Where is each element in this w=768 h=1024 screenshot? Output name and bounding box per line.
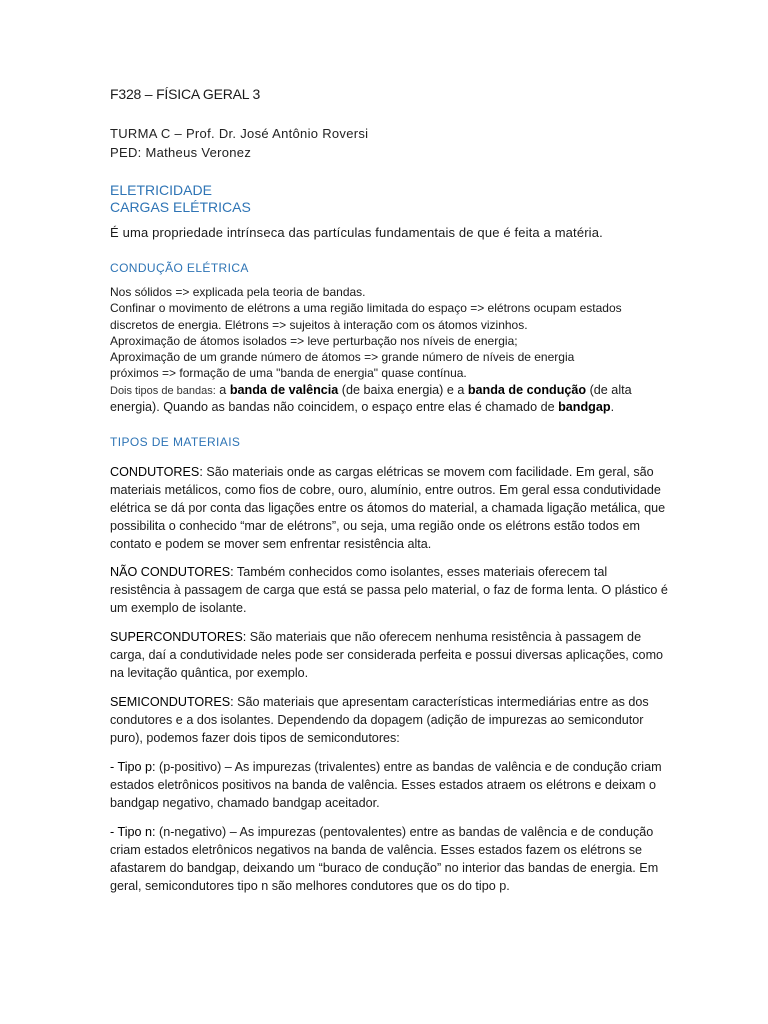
text-nao-condutores: Também conhecidos como isolantes, esses materiais oferecem tal resistência à passagem de carga que está se passa pelo material, o faz de forma lenta. O plástico é um exemplo de isolante. <box>110 565 668 616</box>
label-tipo-n: - Tipo n: <box>110 825 156 840</box>
course-title: F328 – FÍSICA GERAL 3 <box>110 86 261 102</box>
term-banda-conducao: banda de condução <box>467 382 587 397</box>
bands-text: energia). Quando as bandas não coincidem, o espaço entre elas é chamado de <box>110 400 559 415</box>
paragraph-tipo-n <box>110 823 670 895</box>
ped-line: PED: Matheus Veronez <box>110 145 252 160</box>
bands-line-2 <box>110 399 670 415</box>
text-tipo-p: (p-positivo) – As impurezas (trivalentes) entre as bandas de valência e de condução criam estados eletrônicos positivos na banda de valência. Esses estados atraem os elétrons e deixam o bandgap negativo, chamado bandgap aceitador. <box>110 760 662 811</box>
label-tipo-p: - Tipo p: <box>110 760 156 775</box>
section-title-eletricidade: ELETRICIDADE <box>110 182 212 198</box>
text-supercondutores: São materiais que não oferecem nenhuma resistência à passagem de carga, daí a condutividade neles pode ser considerada perfeita e possui diversas aplicações, como na levitação quântica, por exemplo. <box>110 630 664 681</box>
section-subtitle-cargas: CARGAS ELÉTRICAS <box>110 199 251 215</box>
term-bandgap: bandgap <box>558 400 611 415</box>
paragraph-supercondutores <box>110 628 670 682</box>
label-semicondutores: SEMICONDUTORES: <box>110 695 234 710</box>
label-condutores: CONDUTORES: <box>110 465 203 480</box>
paragraph-nao-condutores <box>110 563 670 617</box>
period: . <box>610 400 615 415</box>
bands-text: a <box>215 382 230 397</box>
heading-conducao-eletrica: CONDUÇÃO ELÉTRICA <box>110 261 249 275</box>
conducao-line: Nos sólidos => explicada pela teoria de bandas. <box>110 285 366 299</box>
conducao-line: Aproximação de um grande número de átomos => grande número de níveis de energia <box>110 350 575 365</box>
bands-line <box>110 382 670 399</box>
conducao-block <box>110 284 670 415</box>
class-line: TURMA C – Prof. Dr. José Antônio Roversi <box>110 126 369 141</box>
paragraph-tipo-p <box>110 758 670 812</box>
bands-text: (de alta <box>586 382 632 397</box>
conducao-line: Aproximação de átomos isolados => leve perturbação nos níveis de energia; <box>110 333 518 348</box>
text-tipo-n: (n-negativo) – As impurezas (pentovalentes) entre as bandas de valência e de condução criam estados eletrônicos negativos na banda de valência. Esses estados fazem os elétrons se afastarem do bandgap, deixando um “buraco de condução” no interior das bandas de energia. Em geral, semicondutores tipo n são melhores condutores que os do tipo p. <box>110 825 659 894</box>
bands-prefix: Dois tipos de bandas: <box>110 384 216 397</box>
text-semicondutores: São materiais que apresentam características intermediárias entre as dos condutores e a dos isolantes. Dependendo da dopagem (adição de impurezas ao semicondutor puro), podemos fazer dois tipos de semicondutores: <box>110 695 649 746</box>
conducao-line: Confinar o movimento de elétrons a uma região limitada do espaço => elétrons ocupam estados <box>110 301 622 316</box>
heading-tipos-materiais: TIPOS DE MATERIAIS <box>110 435 241 450</box>
document-content <box>110 86 670 895</box>
bands-text: (de baixa energia) e a <box>338 382 468 397</box>
text-condutores: São materiais onde as cargas elétricas se movem com facilidade. Em geral, são materiais metálicos, como fios de cobre, ouro, alumínio, entre outros. Em geral essa condutividade elétrica se dá por conta das ligações entre os átomos do material, a chamada ligação metálica, que possibilita o conhecido “mar de elétrons”, ou seja, uma região onde os elétrons estão todos em contato e podem se mover sem enfrentar resistência alta. <box>110 465 666 552</box>
intro-paragraph: É uma propriedade intrínseca das partículas fundamentais de que é feita a matéria. <box>110 225 603 240</box>
label-supercondutores: SUPERCONDUTORES: <box>110 630 247 645</box>
paragraph-condutores <box>110 463 670 553</box>
label-nao-condutores: NÃO CONDUTORES: <box>110 565 234 580</box>
conducao-line: próximos => formação de uma "banda de energia" quase contínua. <box>110 366 467 381</box>
term-banda-valencia: banda de valência <box>229 382 339 397</box>
conducao-line: discretos de energia. Elétrons => sujeitos à interação com os átomos vizinhos. <box>110 317 528 332</box>
paragraph-semicondutores <box>110 693 670 747</box>
